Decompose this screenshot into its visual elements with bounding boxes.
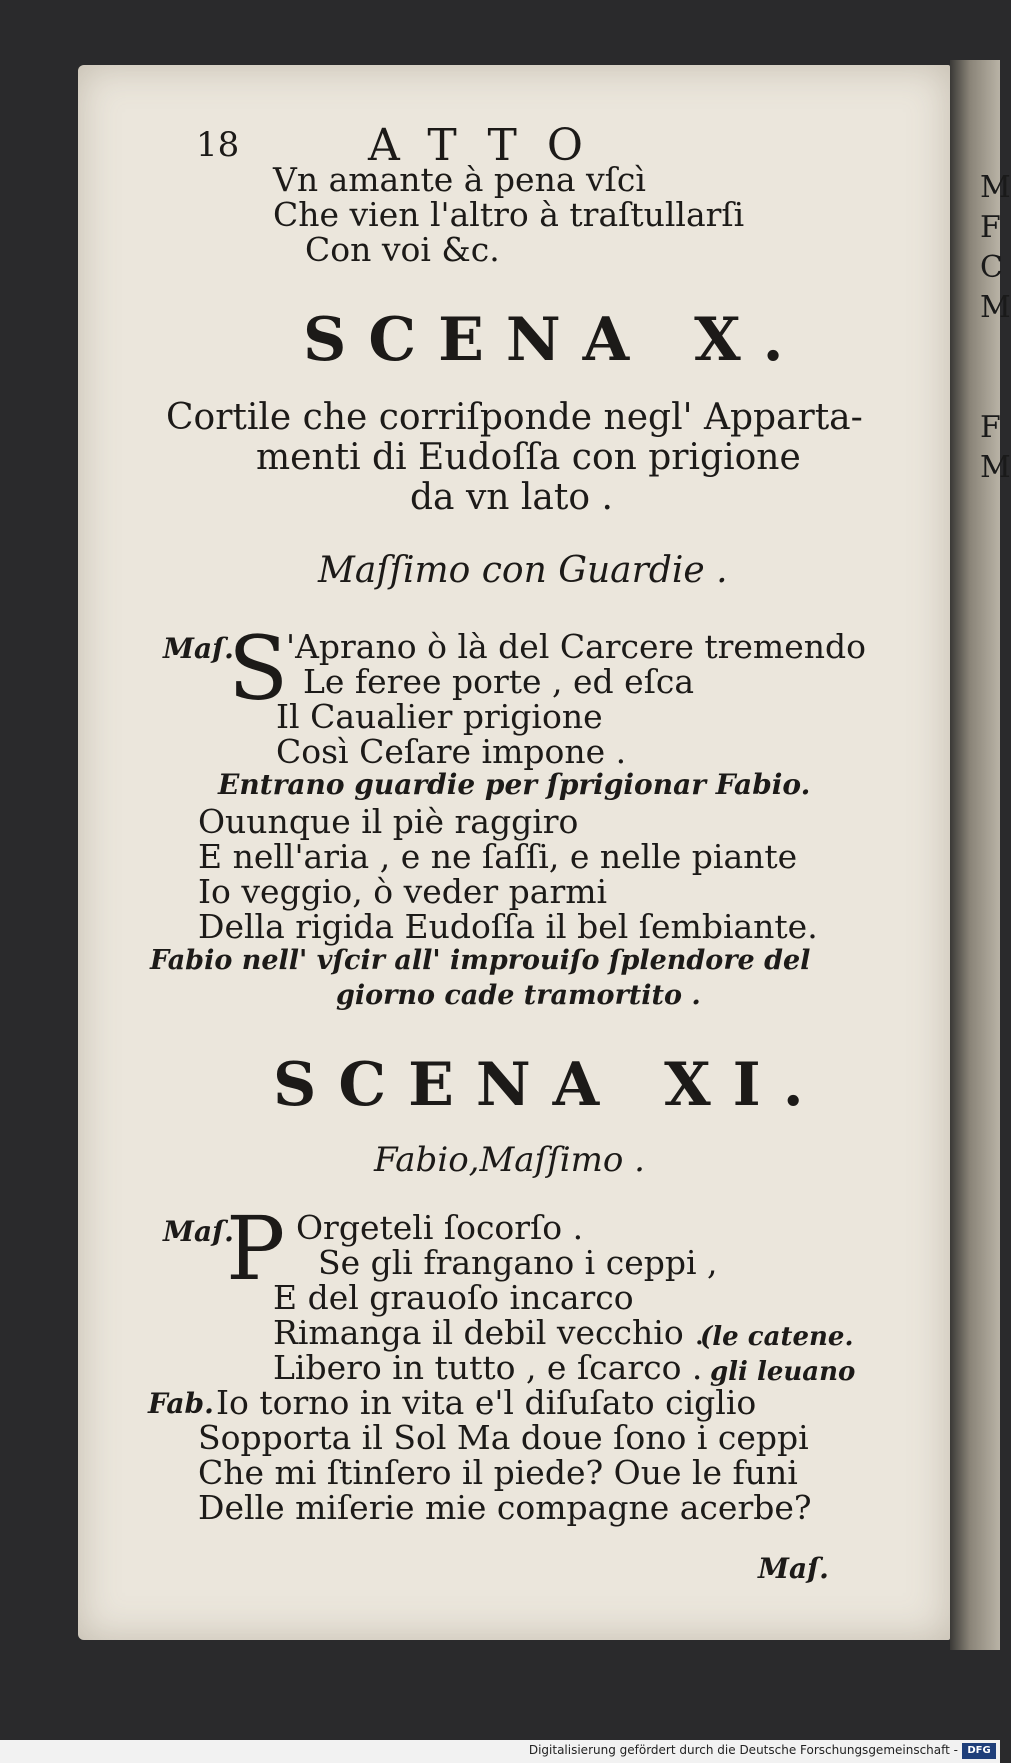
verse-line: Orgeteli ſocorſo .	[296, 1208, 584, 1247]
running-title: ATTO	[368, 120, 613, 171]
verse-line: Il Caualier prigione	[276, 697, 603, 736]
scene-setting-line: menti di Eudoſſa con prigione	[256, 437, 801, 478]
adjacent-page-fragment: C	[980, 250, 1003, 285]
verse-line: 'Aprano ò là del Carcere tremendo	[286, 627, 866, 666]
dfg-logo: DFG	[962, 1743, 996, 1759]
verse-line: E del grauoſo incarco	[273, 1278, 634, 1317]
side-stage-direction: (le catene.	[700, 1322, 854, 1352]
adjacent-page-fragment: F	[980, 410, 1001, 445]
scene-title: SCENA XI.	[273, 1050, 826, 1120]
stage-direction: Entrano guardie per ſprigionar Fabio.	[218, 768, 811, 801]
verse-line: Le feree porte , ed eſca	[303, 662, 695, 701]
scene-characters: Maſſimo con Guardie .	[318, 550, 728, 591]
verse-line: Vn amante à pena vſcì	[273, 160, 646, 199]
verse-line: Delle miſerie mie compagne acerbe?	[198, 1488, 812, 1527]
verse-line: Della rigida Eudoſſa il bel ſembiante.	[198, 907, 818, 946]
book-page	[78, 65, 950, 1640]
verse-line: Se gli frangano i ceppi ,	[318, 1243, 718, 1282]
footer-credit: Digitalisierung gefördert durch die Deutsche Forschungsgemeinschaft -	[528, 1743, 958, 1757]
drop-cap: P	[226, 1197, 286, 1300]
side-stage-direction: gli leuano	[710, 1357, 856, 1387]
adjacent-page-edge	[950, 60, 1011, 1650]
verse-line: Così Ceſare impone .	[276, 732, 627, 771]
adjacent-page-fragment: M	[980, 290, 1011, 325]
speaker-label: Fab.	[148, 1387, 214, 1420]
speaker-label: Maſ.	[163, 632, 234, 665]
verse-line: Sopporta il Sol Ma doue ſono i ceppi	[198, 1418, 809, 1457]
scene-title: SCENA X.	[303, 305, 806, 375]
scene-setting-line: Cortile che corriſponde negl' Apparta-	[166, 397, 863, 438]
page-number: 18	[196, 125, 240, 165]
verse-line: Rimanga il debil vecchio .	[273, 1313, 705, 1352]
adjacent-page-fragment: M	[980, 170, 1011, 205]
verse-line: Ouunque il piè raggiro	[198, 802, 579, 841]
verse-line: Io veggio, ò veder parmi	[198, 872, 608, 911]
scene-characters: Fabio,Maſſimo .	[374, 1140, 645, 1180]
footer-bar	[0, 1740, 1000, 1763]
verse-line: E nell'aria , e ne ſaſſi, e nelle piante	[198, 837, 798, 876]
catchword: Maſ.	[758, 1552, 829, 1585]
verse-line: Libero in tutto , e ſcarco .	[273, 1348, 703, 1387]
scene-setting-line: da vn lato .	[410, 477, 613, 518]
drop-cap: S	[228, 617, 289, 720]
verse-line: Io torno in vita e'l diſuſato ciglio	[216, 1383, 757, 1422]
speaker-label: Maſ.	[163, 1215, 234, 1248]
verse-line: Che vien l'altro à traſtullarſi	[273, 195, 745, 234]
stage-direction: Fabio nell' vſcir all' improuiſo ſplendore del	[150, 945, 811, 976]
adjacent-page-fragment: F	[980, 210, 1001, 245]
verse-line: Che mi ſtinſero il piede? Oue le funi	[198, 1453, 798, 1492]
verse-line: Con voi &c.	[305, 230, 500, 269]
adjacent-page-fragment: M	[980, 450, 1011, 485]
stage-direction: giorno cade tramortito .	[336, 980, 701, 1011]
